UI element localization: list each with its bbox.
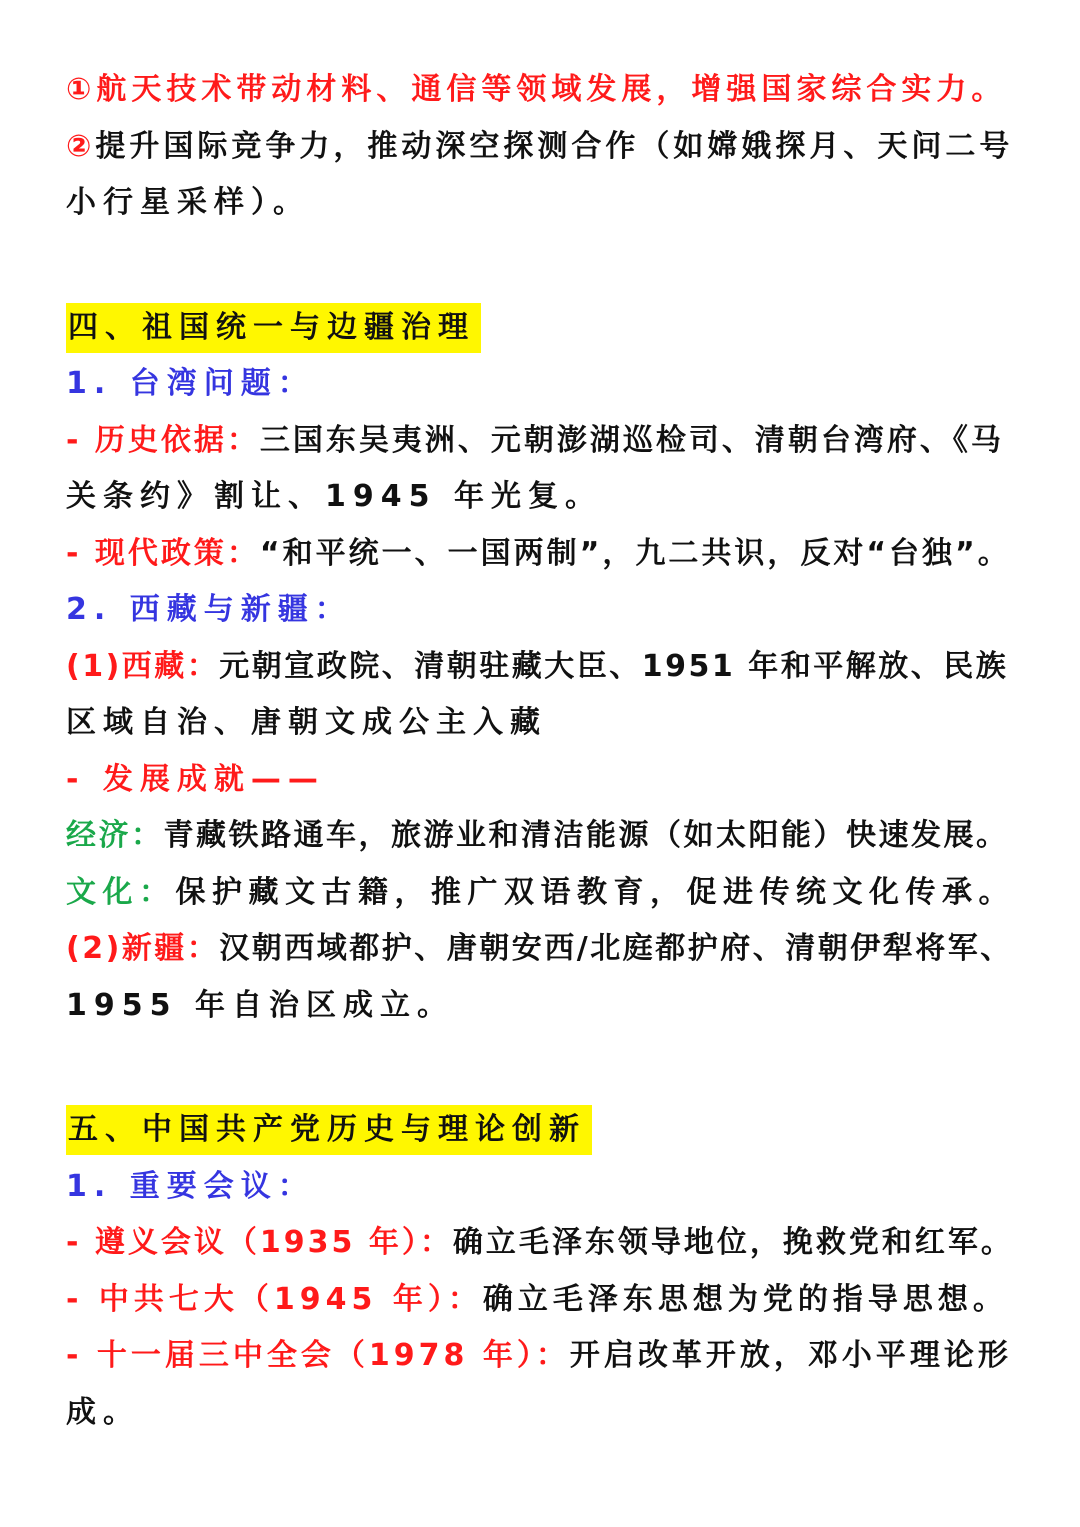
document-page [66, 62, 1016, 1441]
meeting-third-plenum-continued: 成。 [66, 1394, 140, 1430]
xinjiang-continued: 1955 年自治区成立。 [66, 987, 454, 1023]
meeting-zunyi-row [66, 1215, 1016, 1272]
meeting-seventh-congress-text: 确立毛泽东思想为党的指导思想。 [482, 1281, 1008, 1317]
meeting-seventh-congress-label: - 中共七大（1945 年）： [66, 1281, 483, 1317]
section-5-heading-row [66, 1102, 1016, 1159]
intro-item-2-text: 提升国际竞争力，推动深空探测合作（如嫦娥探月、天问二号 [95, 128, 1014, 164]
intro-item-2-continued: 小行星采样）。 [66, 185, 310, 220]
history-text: 三国东吴夷洲、元朝澎湖巡检司、清朝台湾府、《马 [259, 422, 1004, 458]
policy-text: “和平统一、一国两制”，九二共识，反对“台独”。 [259, 535, 1011, 571]
taiwan-subheading: 1. 台湾问题： [66, 366, 315, 401]
meeting-zunyi-text: 确立毛泽东领导地位，挽救党和红军。 [452, 1225, 1014, 1260]
tibet-label: (1)西藏： [66, 648, 220, 684]
xinjiang-label: (2)新疆： [66, 931, 220, 966]
economy-row [66, 808, 1016, 865]
policy-label: - 现代政策： [66, 535, 260, 571]
meeting-third-plenum-label: - 十一届三中全会（1978 年）： [66, 1338, 570, 1373]
economy-label: 经济： [66, 818, 164, 853]
xinjiang-row [66, 921, 1016, 978]
tibet-text: 元朝宣政院、清朝驻藏大臣、1951 年和平解放、民族 [219, 648, 1009, 684]
meeting-seventh-congress-row [66, 1272, 1016, 1329]
taiwan-policy-row [66, 526, 1016, 583]
economy-text: 青藏铁路通车，旅游业和清洁能源（如太阳能）快速发展。 [163, 818, 1009, 853]
taiwan-history-continued: 关条约》割让、1945 年光复。 [66, 479, 602, 514]
section-spacer [66, 232, 1016, 300]
achievements-label: - 发展成就—— [66, 761, 325, 797]
meetings-subheading: 1. 重要会议： [66, 1168, 315, 1204]
tibet-continued: 区域自治、唐朝文成公主入藏 [66, 705, 547, 740]
tibet-xinjiang-subheading: 2. 西藏与新疆： [66, 592, 352, 627]
history-label: - 历史依据： [66, 422, 260, 458]
taiwan-history-row [66, 413, 1016, 470]
meeting-third-plenum-text: 开启改革开放，邓小平理论形 [569, 1338, 1012, 1373]
culture-label: 文化： [66, 874, 176, 910]
section-spacer [66, 1034, 1016, 1102]
section-4-heading-row [66, 300, 1016, 357]
meeting-third-plenum-row [66, 1328, 1016, 1385]
tibet-row [66, 639, 1016, 696]
intro-item-2-marker: ② [66, 128, 96, 164]
xinjiang-text: 汉朝西域都护、唐朝安西/北庭都护府、清朝伊犁将军、 [219, 931, 1013, 966]
section-5-heading: 五、中国共产党历史与理论创新 [66, 1105, 592, 1155]
intro-item-2 [66, 119, 1016, 176]
meeting-zunyi-label: - 遵义会议（1935 年）： [66, 1225, 453, 1260]
culture-text: 保护藏文古籍，推广双语教育，促进传统文化传承。 [175, 874, 1015, 910]
section-4-heading: 四、祖国统一与边疆治理 [66, 303, 481, 353]
culture-row [66, 865, 1016, 922]
intro-item-1: ①航天技术带动材料、通信等领域发展，增强国家综合实力。 [66, 72, 1007, 107]
